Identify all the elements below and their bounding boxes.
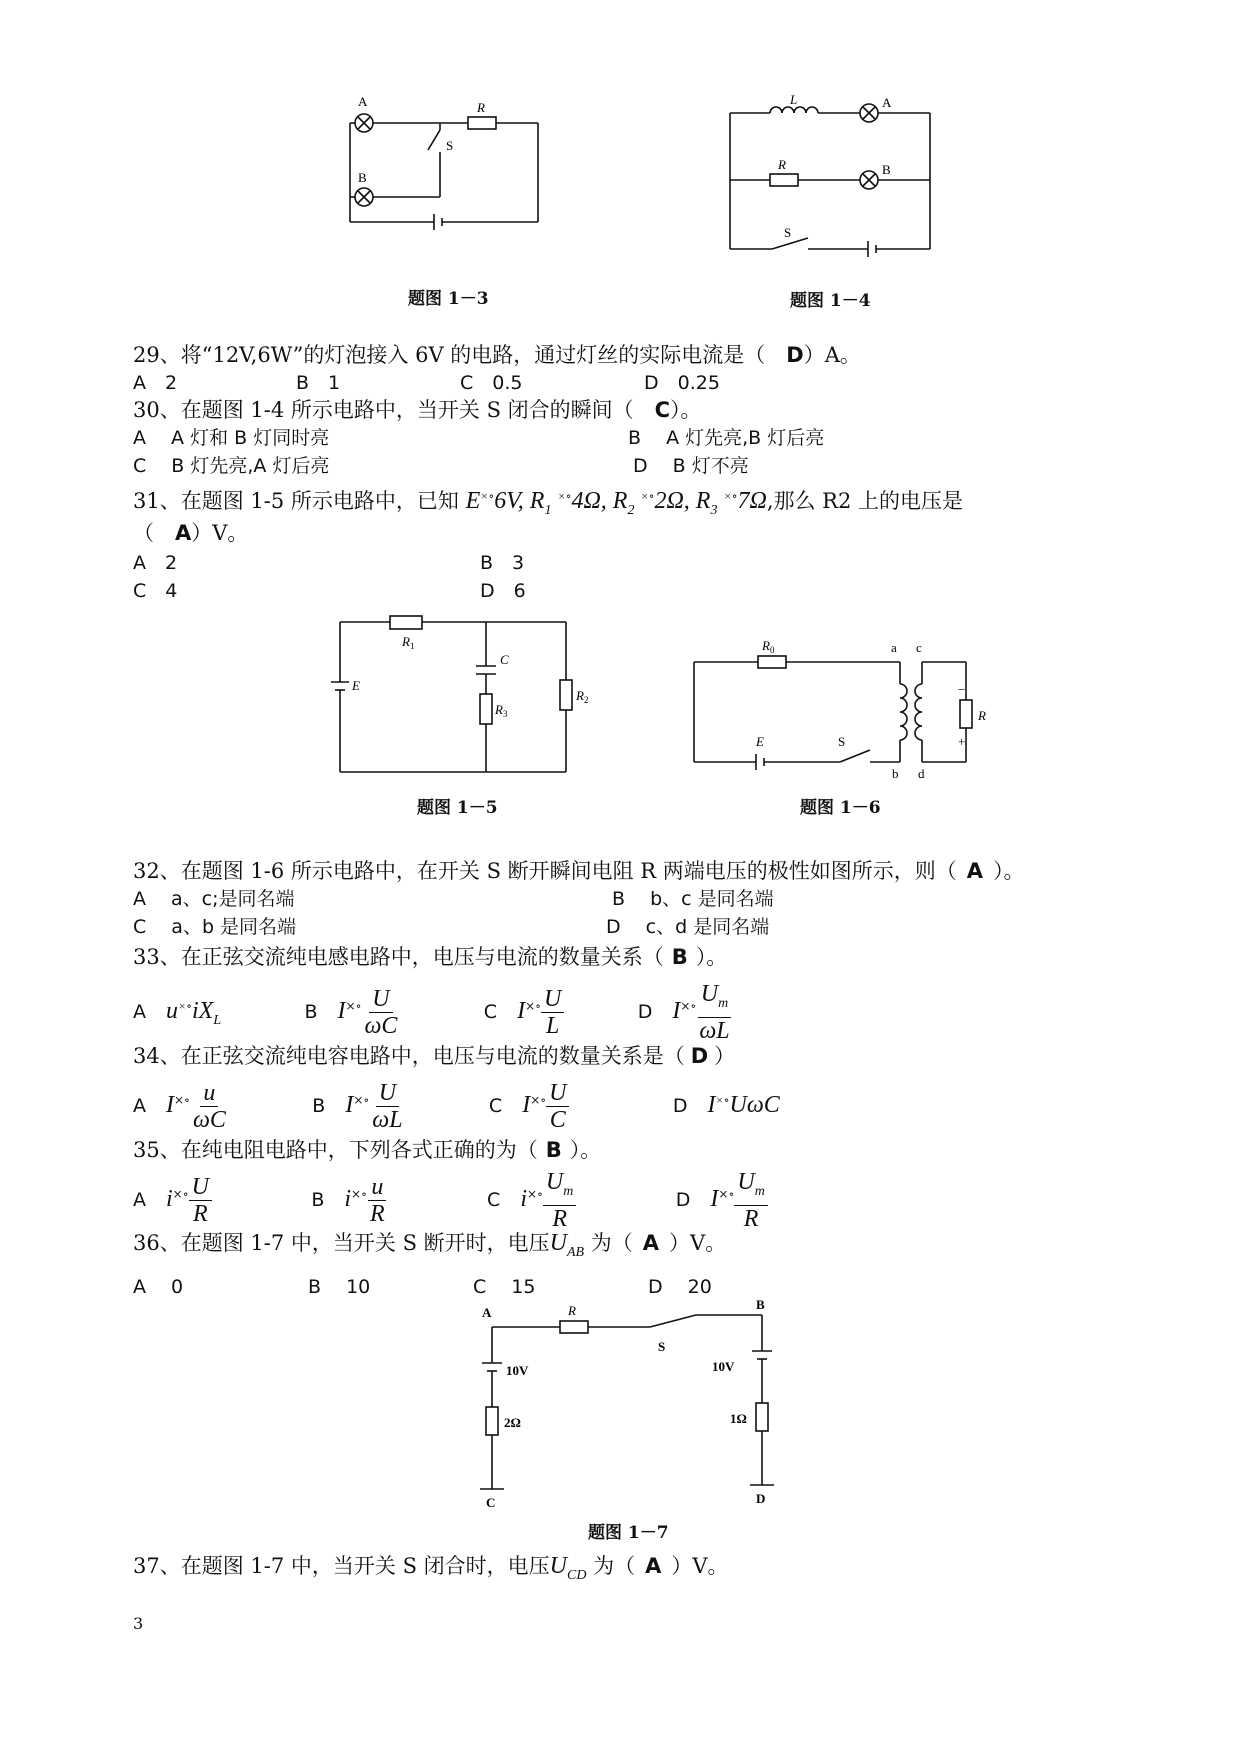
option: C a、b 是同名端	[133, 916, 297, 938]
figure-1-6	[690, 632, 990, 782]
answer: D	[690, 1044, 709, 1068]
label-d: D	[756, 1491, 766, 1506]
label-s: S	[838, 734, 846, 749]
option: D B 灯不亮	[633, 455, 749, 477]
label-r1: $R_1$	[402, 634, 415, 651]
option: D 20	[648, 1276, 712, 1298]
figure-1-5-caption: 题图 1－5	[417, 798, 498, 818]
label-b: B	[882, 162, 891, 177]
figure-1-5	[330, 610, 590, 785]
question-34-options: A I×∘ $\frac{u}{\omega C}$ B I×∘ $\frac{U}{\omega L}$ C I×∘ $\frac{U}{C}$ D I×∘UωC	[133, 1080, 780, 1133]
option: C 4	[133, 580, 178, 602]
label-e: E	[352, 678, 360, 693]
label-r: R	[477, 100, 485, 115]
label-1ohm: 1Ω	[730, 1411, 747, 1426]
option: C 15	[473, 1276, 536, 1298]
label-s: S	[784, 225, 792, 240]
question-29: 29、将“12V,6W”的灯泡接入 6V 的电路，通过灯丝的实际电流是（ D）A。	[133, 343, 861, 367]
answer: A	[645, 1554, 662, 1578]
label-l: L	[790, 92, 798, 107]
option: B b、c 是同名端	[612, 888, 774, 910]
figure-1-4	[730, 92, 950, 255]
figure-1-4-caption: 题图 1－4	[790, 291, 871, 311]
question-35-options: A i×∘ $\frac{U}{R}$ B i×∘ $\frac{u}{R}$ C i×∘ $\frac{U_m}{R}$ D I×∘ $\frac{U_m}{R}$	[133, 1166, 768, 1222]
option: B 10	[308, 1276, 371, 1298]
question-30: 30、在题图 1-4 所示电路中，当开关 S 闭合的瞬间（ C）。	[133, 398, 702, 422]
page-number: 3	[133, 1614, 144, 1633]
question-37: 37、在题图 1-7 中，当开关 S 闭合时，电压$U_{CD}$ 为（ A ）V。	[133, 1553, 729, 1583]
label-a: A	[358, 94, 368, 109]
label-10v-left: 10V	[506, 1363, 529, 1378]
label-s: S	[658, 1339, 666, 1354]
figure-1-3	[350, 90, 550, 250]
option: C B 灯先亮,A 灯后亮	[133, 455, 330, 477]
option: A 0	[133, 1276, 184, 1298]
label-r: R	[978, 708, 986, 723]
label-e: E	[756, 734, 764, 749]
figure-1-7	[470, 1297, 790, 1510]
label-r0: $R_0$	[762, 638, 775, 655]
label-d: d	[918, 766, 925, 781]
answer: A	[642, 1231, 660, 1255]
question-33-options: A $u^{\times\circ}iX_L$ B I×∘ $\frac{U}{\omega C}$ C I×∘ $\frac{U}{L}$ D I×∘ $\frac{U_m}{\omega L}$	[133, 981, 730, 1044]
option: B A 灯先亮,B 灯后亮	[628, 427, 825, 449]
label-r2: $R_2$	[576, 688, 589, 705]
label-r: R	[568, 1303, 576, 1318]
figure-1-7-caption: 题图 1－7	[588, 1523, 669, 1543]
question-31: 31、在题图 1-5 所示电路中，已知 E×∘6V, $R_1$ ×∘4Ω, $R_2$ ×∘2Ω, $R_3$ ×∘7Ω,那么 R2 上的电压是	[133, 488, 964, 518]
label-10v-right: 10V	[712, 1359, 735, 1374]
question-31-answer-line: （ A）V。	[133, 521, 249, 545]
label-b: B	[756, 1297, 765, 1312]
label-a: A	[882, 95, 892, 110]
given-values: E×∘6V, $R_1$ ×∘4Ω, $R_2$ ×∘2Ω, $R_3$ ×∘7Ω	[465, 488, 767, 518]
figure-1-3-caption: 题图 1－3	[408, 289, 489, 309]
answer: C	[654, 398, 671, 422]
option: D 0.25	[644, 372, 720, 394]
label-r: R	[778, 157, 786, 172]
question-35: 35、在纯电阻电路中，下列各式正确的为（ B ）。	[133, 1138, 602, 1162]
question-32: 32、在题图 1-6 所示电路中，在开关 S 断开瞬间电阻 R 两端电压的极性如图所示，则（ A ）。	[133, 859, 1025, 883]
question-33: 33、在正弦交流纯电感电路中，电压与电流的数量关系（ B ）。	[133, 945, 728, 969]
label-plus: +	[958, 734, 966, 749]
label-c: C	[486, 1495, 496, 1510]
option: C 0.5	[460, 372, 523, 394]
option: D c、d 是同名端	[606, 916, 770, 938]
option: A 2	[133, 552, 178, 574]
answer: A	[175, 521, 192, 545]
answer: B	[545, 1138, 562, 1162]
answer: D	[786, 343, 804, 367]
label-s: S	[446, 138, 454, 153]
label-b: b	[892, 766, 899, 781]
option: A A 灯和 B 灯同时亮	[133, 427, 330, 449]
label-b: B	[358, 170, 367, 185]
option: B 3	[480, 552, 525, 574]
option: A 2	[133, 372, 178, 394]
question-36: 36、在题图 1-7 中，当开关 S 断开时，电压$U_{AB}$ 为（ A ）V。	[133, 1230, 727, 1260]
label-a: A	[482, 1305, 492, 1320]
answer: A	[966, 859, 984, 883]
label-minus: −	[958, 682, 966, 697]
label-2ohm: 2Ω	[504, 1415, 521, 1430]
question-34: 34、在正弦交流纯电容电路中，电压与电流的数量关系是（ D ）	[133, 1044, 736, 1068]
label-c: c	[916, 640, 922, 655]
option: B 1	[296, 372, 341, 394]
label-r3: $R_3$	[495, 702, 508, 719]
label-a: a	[891, 640, 897, 655]
option: D 6	[480, 580, 526, 602]
option: A a、c;是同名端	[133, 888, 295, 910]
answer: B	[671, 945, 688, 969]
label-c: C	[500, 652, 509, 667]
figure-1-6-caption: 题图 1－6	[800, 798, 881, 818]
